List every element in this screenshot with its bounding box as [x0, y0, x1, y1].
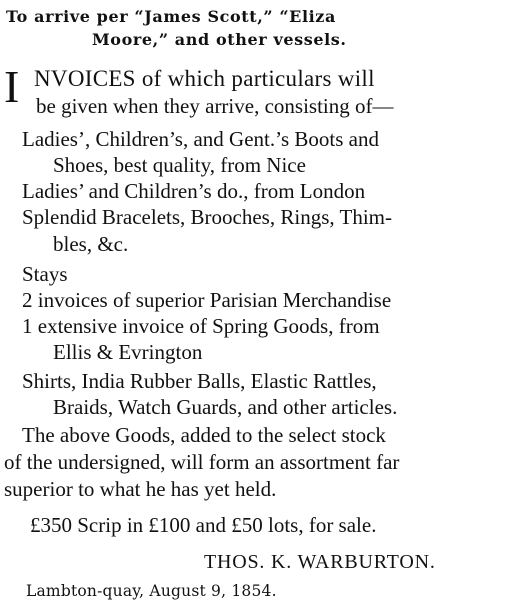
item-line: Ellis & Evrington [53, 340, 203, 364]
dateline: Lambton-quay, August 9, 1854. [26, 582, 277, 600]
item-line: 2 invoices of superior Parisian Merchandise [22, 288, 392, 312]
closing-line: of the undersigned, will form an assortment far [4, 450, 400, 474]
closing-line: superior to what he has yet held. [4, 477, 277, 501]
closing-line: The above Goods, added to the select stock [22, 423, 386, 447]
header-line-2: Moore,” and other vessels. [92, 30, 347, 49]
scrip-offer: £350 Scrip in £100 and £50 lots, for sale. [30, 513, 377, 537]
item-line: Stays [22, 262, 68, 286]
drop-cap: I [4, 61, 20, 112]
header-line-1: To arrive per “James Scott,” “Eliza [6, 7, 336, 26]
item-line: Splendid Bracelets, Brooches, Rings, Thim- [22, 205, 392, 229]
item-line: Shoes, best quality, from Nice [53, 153, 306, 177]
signature: THOS. K. WARBURTON. [204, 551, 436, 573]
item-line: Braids, Watch Guards, and other articles. [53, 395, 398, 419]
item-line: Ladies’ and Children’s do., from London [22, 179, 366, 203]
item-line: bles, &c. [53, 232, 129, 256]
item-line: Ladies’, Children’s, and Gent.’s Boots and [22, 127, 379, 151]
item-line: Shirts, India Rubber Balls, Elastic Rattles, [22, 369, 377, 393]
intro-line-2: be given when they arrive, consisting of— [36, 94, 394, 118]
item-line: 1 extensive invoice of Spring Goods, from [22, 314, 380, 338]
intro-line-1: NVOICES of which particulars will [34, 66, 375, 91]
